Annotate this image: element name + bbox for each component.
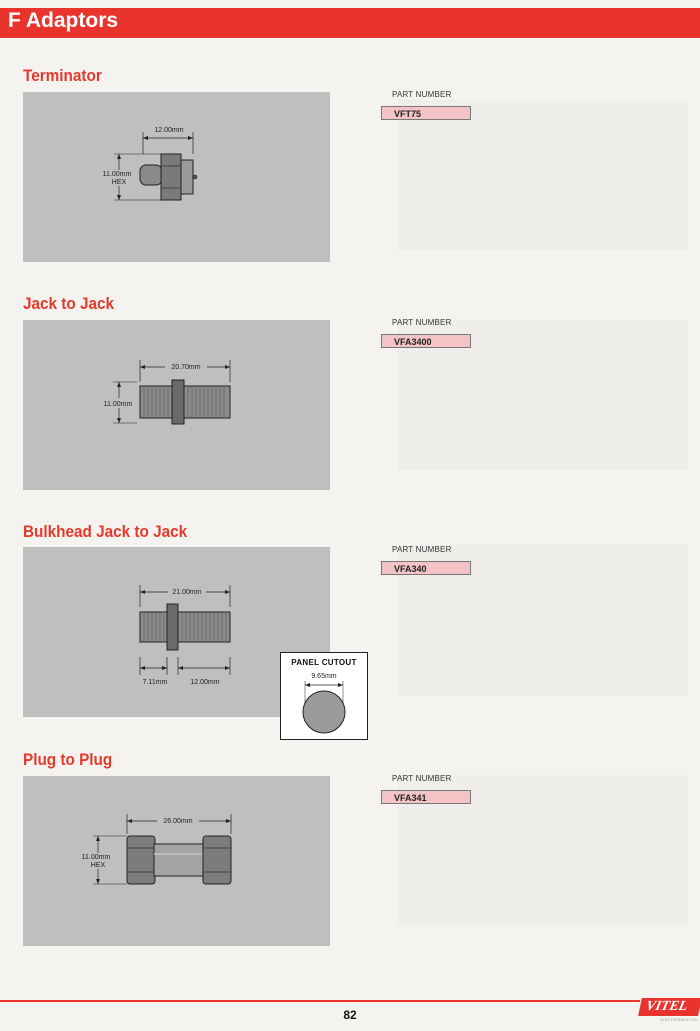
- terminator-height-note: HEX: [111, 179, 127, 186]
- section-title-terminator: Terminator: [23, 66, 102, 85]
- footer-rule: [0, 1000, 640, 1002]
- part-number-vfa3400: VFA3400: [381, 334, 471, 348]
- bulkhead-left-label: 7.11mm: [142, 679, 168, 686]
- jack-to-jack-length-label: 20.70mm: [171, 364, 201, 371]
- header-bar: [0, 8, 700, 38]
- part-number-label: PART NUMBER: [392, 318, 452, 327]
- part-number-label: PART NUMBER: [392, 774, 452, 783]
- background-panel: [398, 100, 688, 250]
- jack-to-jack-height-label: 11.00mm: [103, 401, 133, 408]
- bulkhead-right-label: 12.00mm: [190, 679, 220, 686]
- plug-to-plug-image: [23, 776, 330, 946]
- page-title: F Adaptors: [8, 9, 119, 32]
- plug-to-plug-length-label: 26.00mm: [163, 818, 193, 825]
- brand-logo: [638, 998, 700, 1016]
- panel-cutout-diameter: 9.65mm: [311, 673, 337, 680]
- section-title-bulkhead-jack-to-jack: Bulkhead Jack to Jack: [23, 522, 188, 541]
- jack-to-jack-image: [23, 320, 330, 490]
- bulkhead-length-label: 21.00mm: [172, 589, 202, 596]
- section-title-jack-to-jack: Jack to Jack: [23, 294, 115, 313]
- brand-subtitle: ELECTRONICS LTD: [660, 1017, 697, 1022]
- terminator-image: [23, 92, 330, 262]
- terminator-height-label: 11.00mm: [102, 171, 132, 178]
- terminator-length-label: 12.00mm: [154, 127, 184, 134]
- plug-to-plug-height-note: HEX: [90, 862, 106, 869]
- section-title-plug-to-plug: Plug to Plug: [23, 750, 113, 769]
- part-number-label: PART NUMBER: [392, 545, 452, 554]
- part-number-vfa340: VFA340: [381, 561, 471, 575]
- page-number: 82: [343, 1008, 357, 1022]
- plug-to-plug-height-label: 11.00mm: [81, 854, 111, 861]
- panel-cutout-diagram: [280, 652, 368, 740]
- part-number-vft75: VFT75: [381, 106, 471, 120]
- brand-logo-text: VITEL: [644, 999, 689, 1014]
- part-number-vfa341: VFA341: [381, 790, 471, 804]
- panel-cutout-title: PANEL CUTOUT: [291, 658, 357, 667]
- part-number-label: PART NUMBER: [392, 90, 452, 99]
